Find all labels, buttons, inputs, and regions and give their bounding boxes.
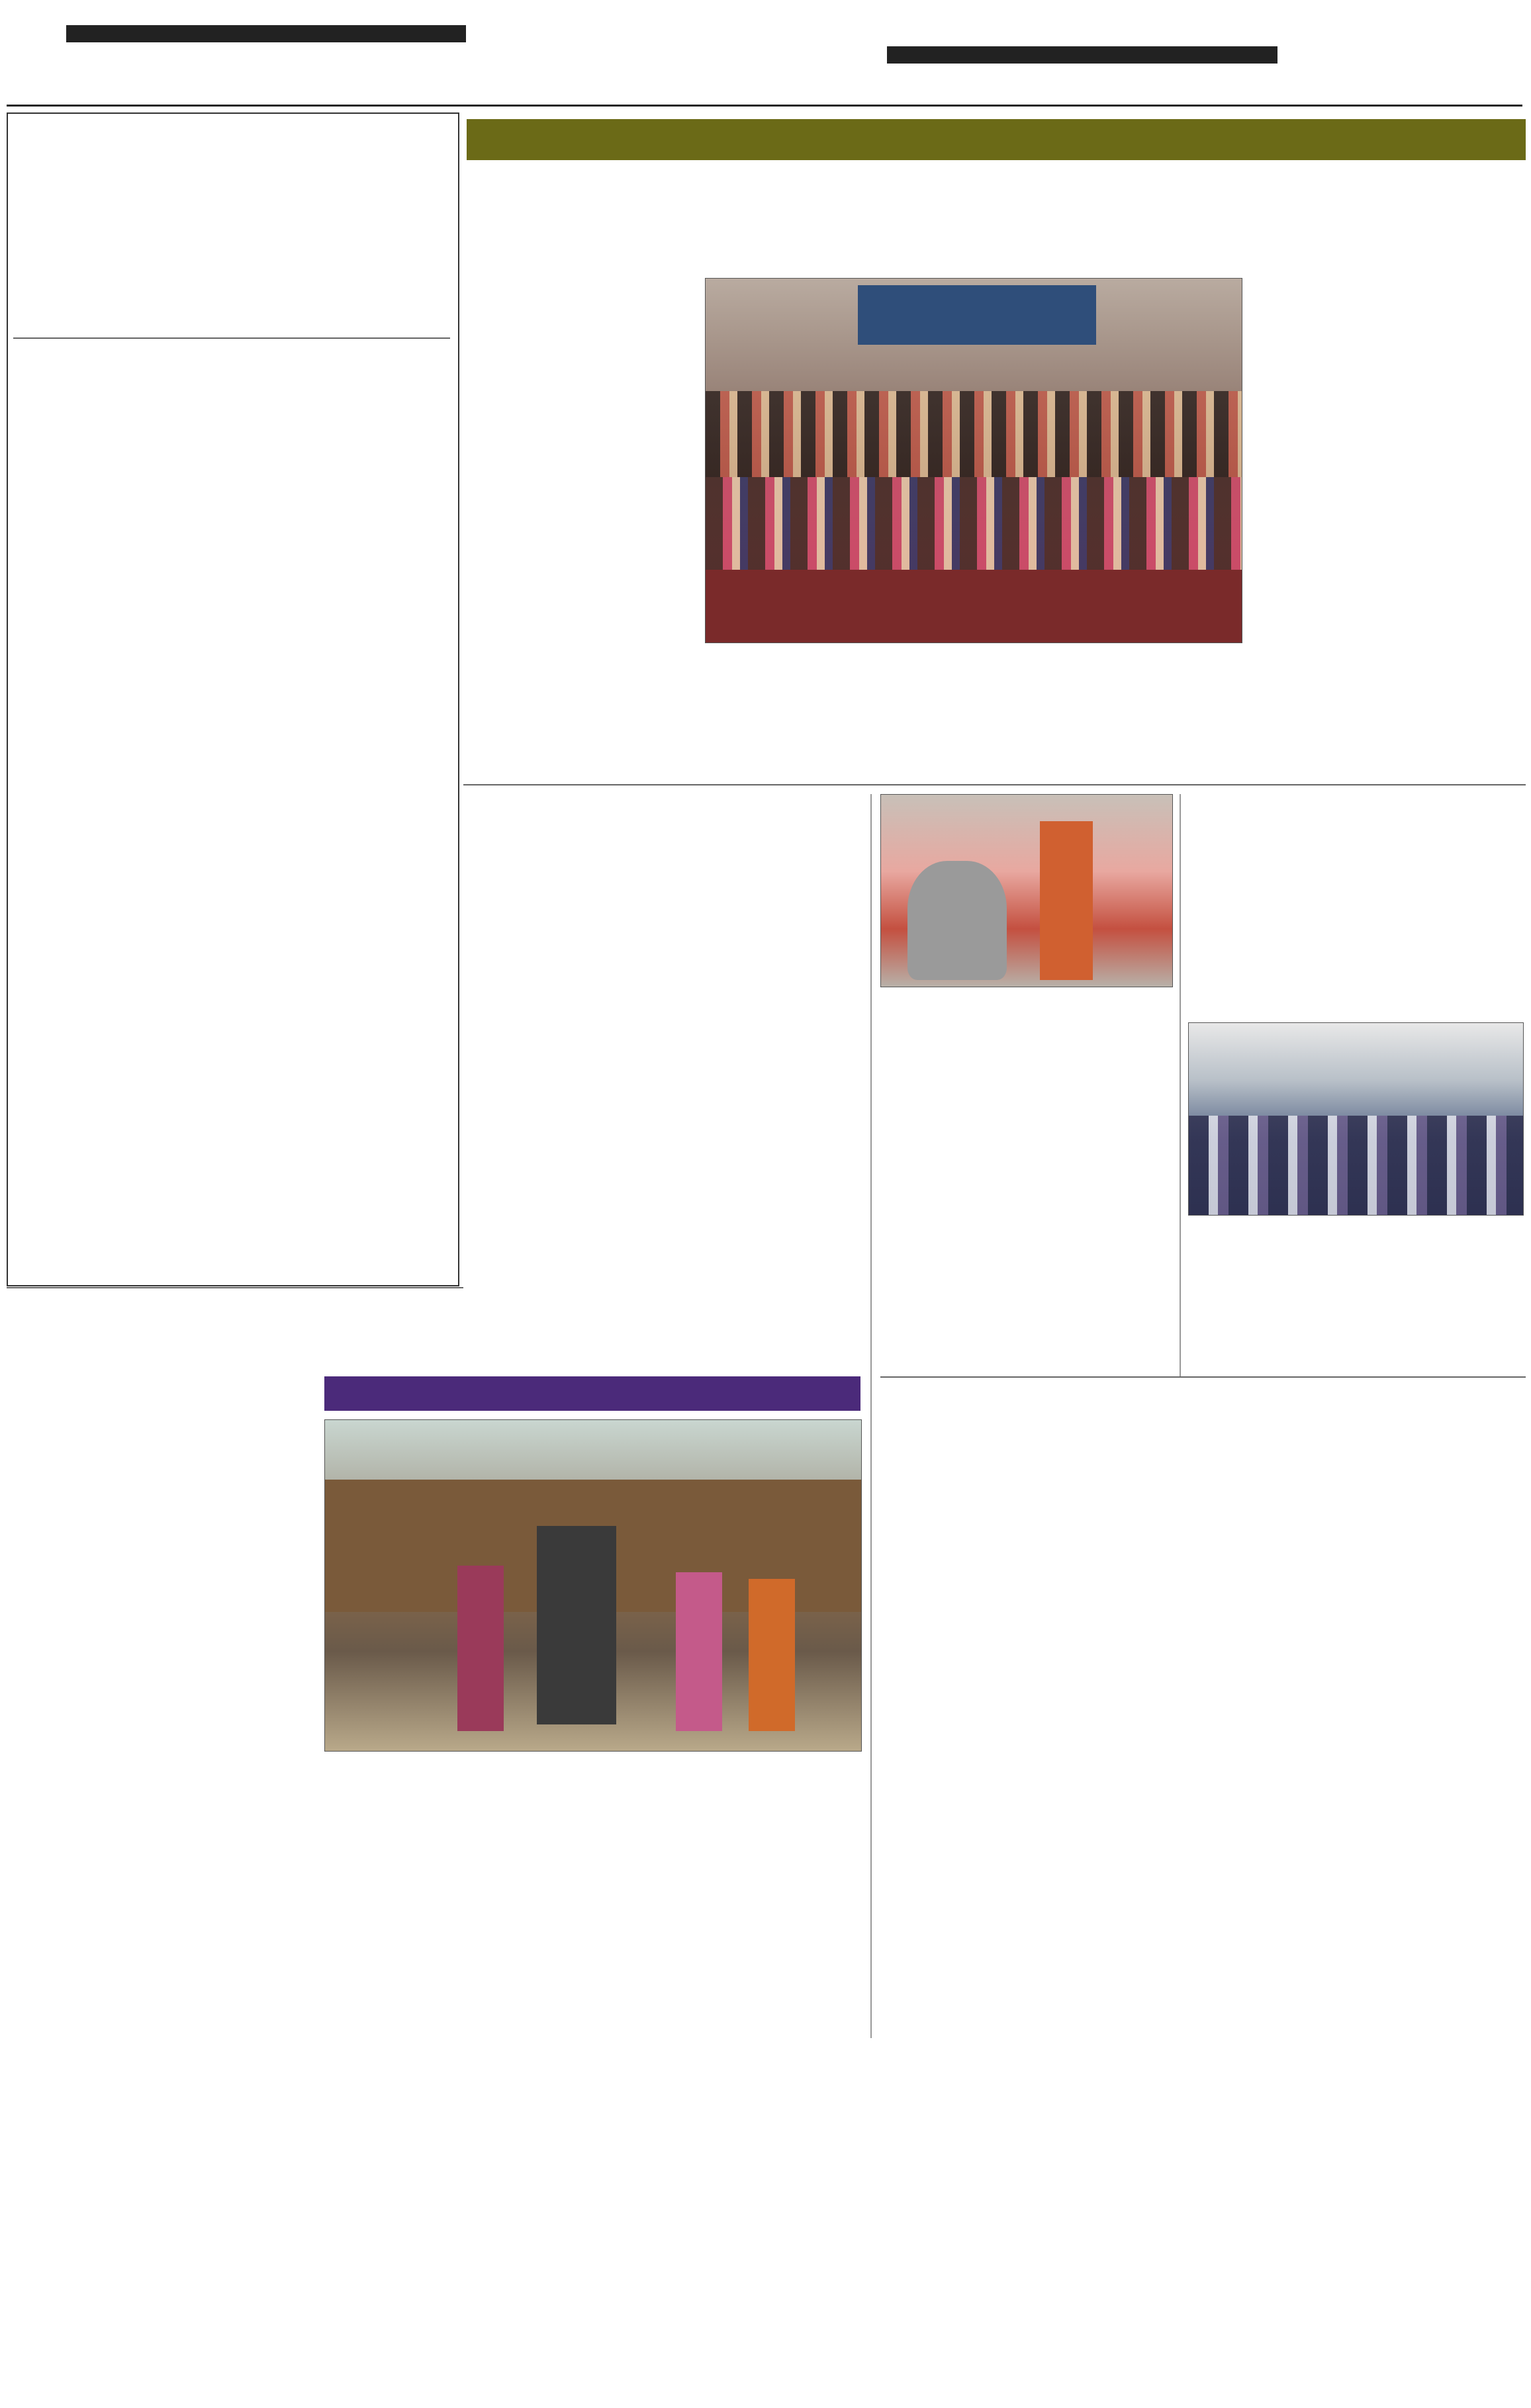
masthead-strip bbox=[887, 46, 1277, 64]
column-divider bbox=[870, 794, 872, 2038]
rule bbox=[7, 1287, 463, 1288]
balikuda-body bbox=[16, 156, 446, 334]
governor-body-mid2 bbox=[980, 652, 1244, 778]
newspaper-logo bbox=[1297, 9, 1516, 102]
city-label bbox=[66, 25, 466, 42]
governor-body-left bbox=[470, 271, 695, 774]
tobacco-photo bbox=[1188, 1022, 1524, 1216]
masthead-rule bbox=[7, 105, 1522, 107]
liquor-body bbox=[16, 380, 446, 1274]
rule bbox=[880, 1376, 1526, 1378]
governor-banner bbox=[467, 119, 1526, 160]
family-body-bot3 bbox=[688, 1760, 860, 2025]
shivananda-body bbox=[884, 1082, 1168, 1366]
family-body-left bbox=[13, 1376, 311, 2025]
page-number bbox=[8, 19, 61, 78]
tobacco-body bbox=[1188, 877, 1522, 1019]
column-divider bbox=[1180, 794, 1181, 1376]
rule bbox=[463, 784, 1526, 785]
governor-body-mid bbox=[705, 652, 970, 778]
shivananda-photo bbox=[880, 794, 1173, 987]
family-body-bot bbox=[324, 1760, 493, 2025]
rule bbox=[13, 337, 450, 339]
tobacco-body-2 bbox=[1188, 1221, 1522, 1373]
governor-body-right bbox=[1254, 278, 1522, 778]
family-subhead bbox=[324, 1376, 860, 1411]
family-body-bot2 bbox=[506, 1760, 675, 2025]
governor-group-photo bbox=[705, 278, 1242, 643]
family-photo bbox=[324, 1419, 862, 1752]
